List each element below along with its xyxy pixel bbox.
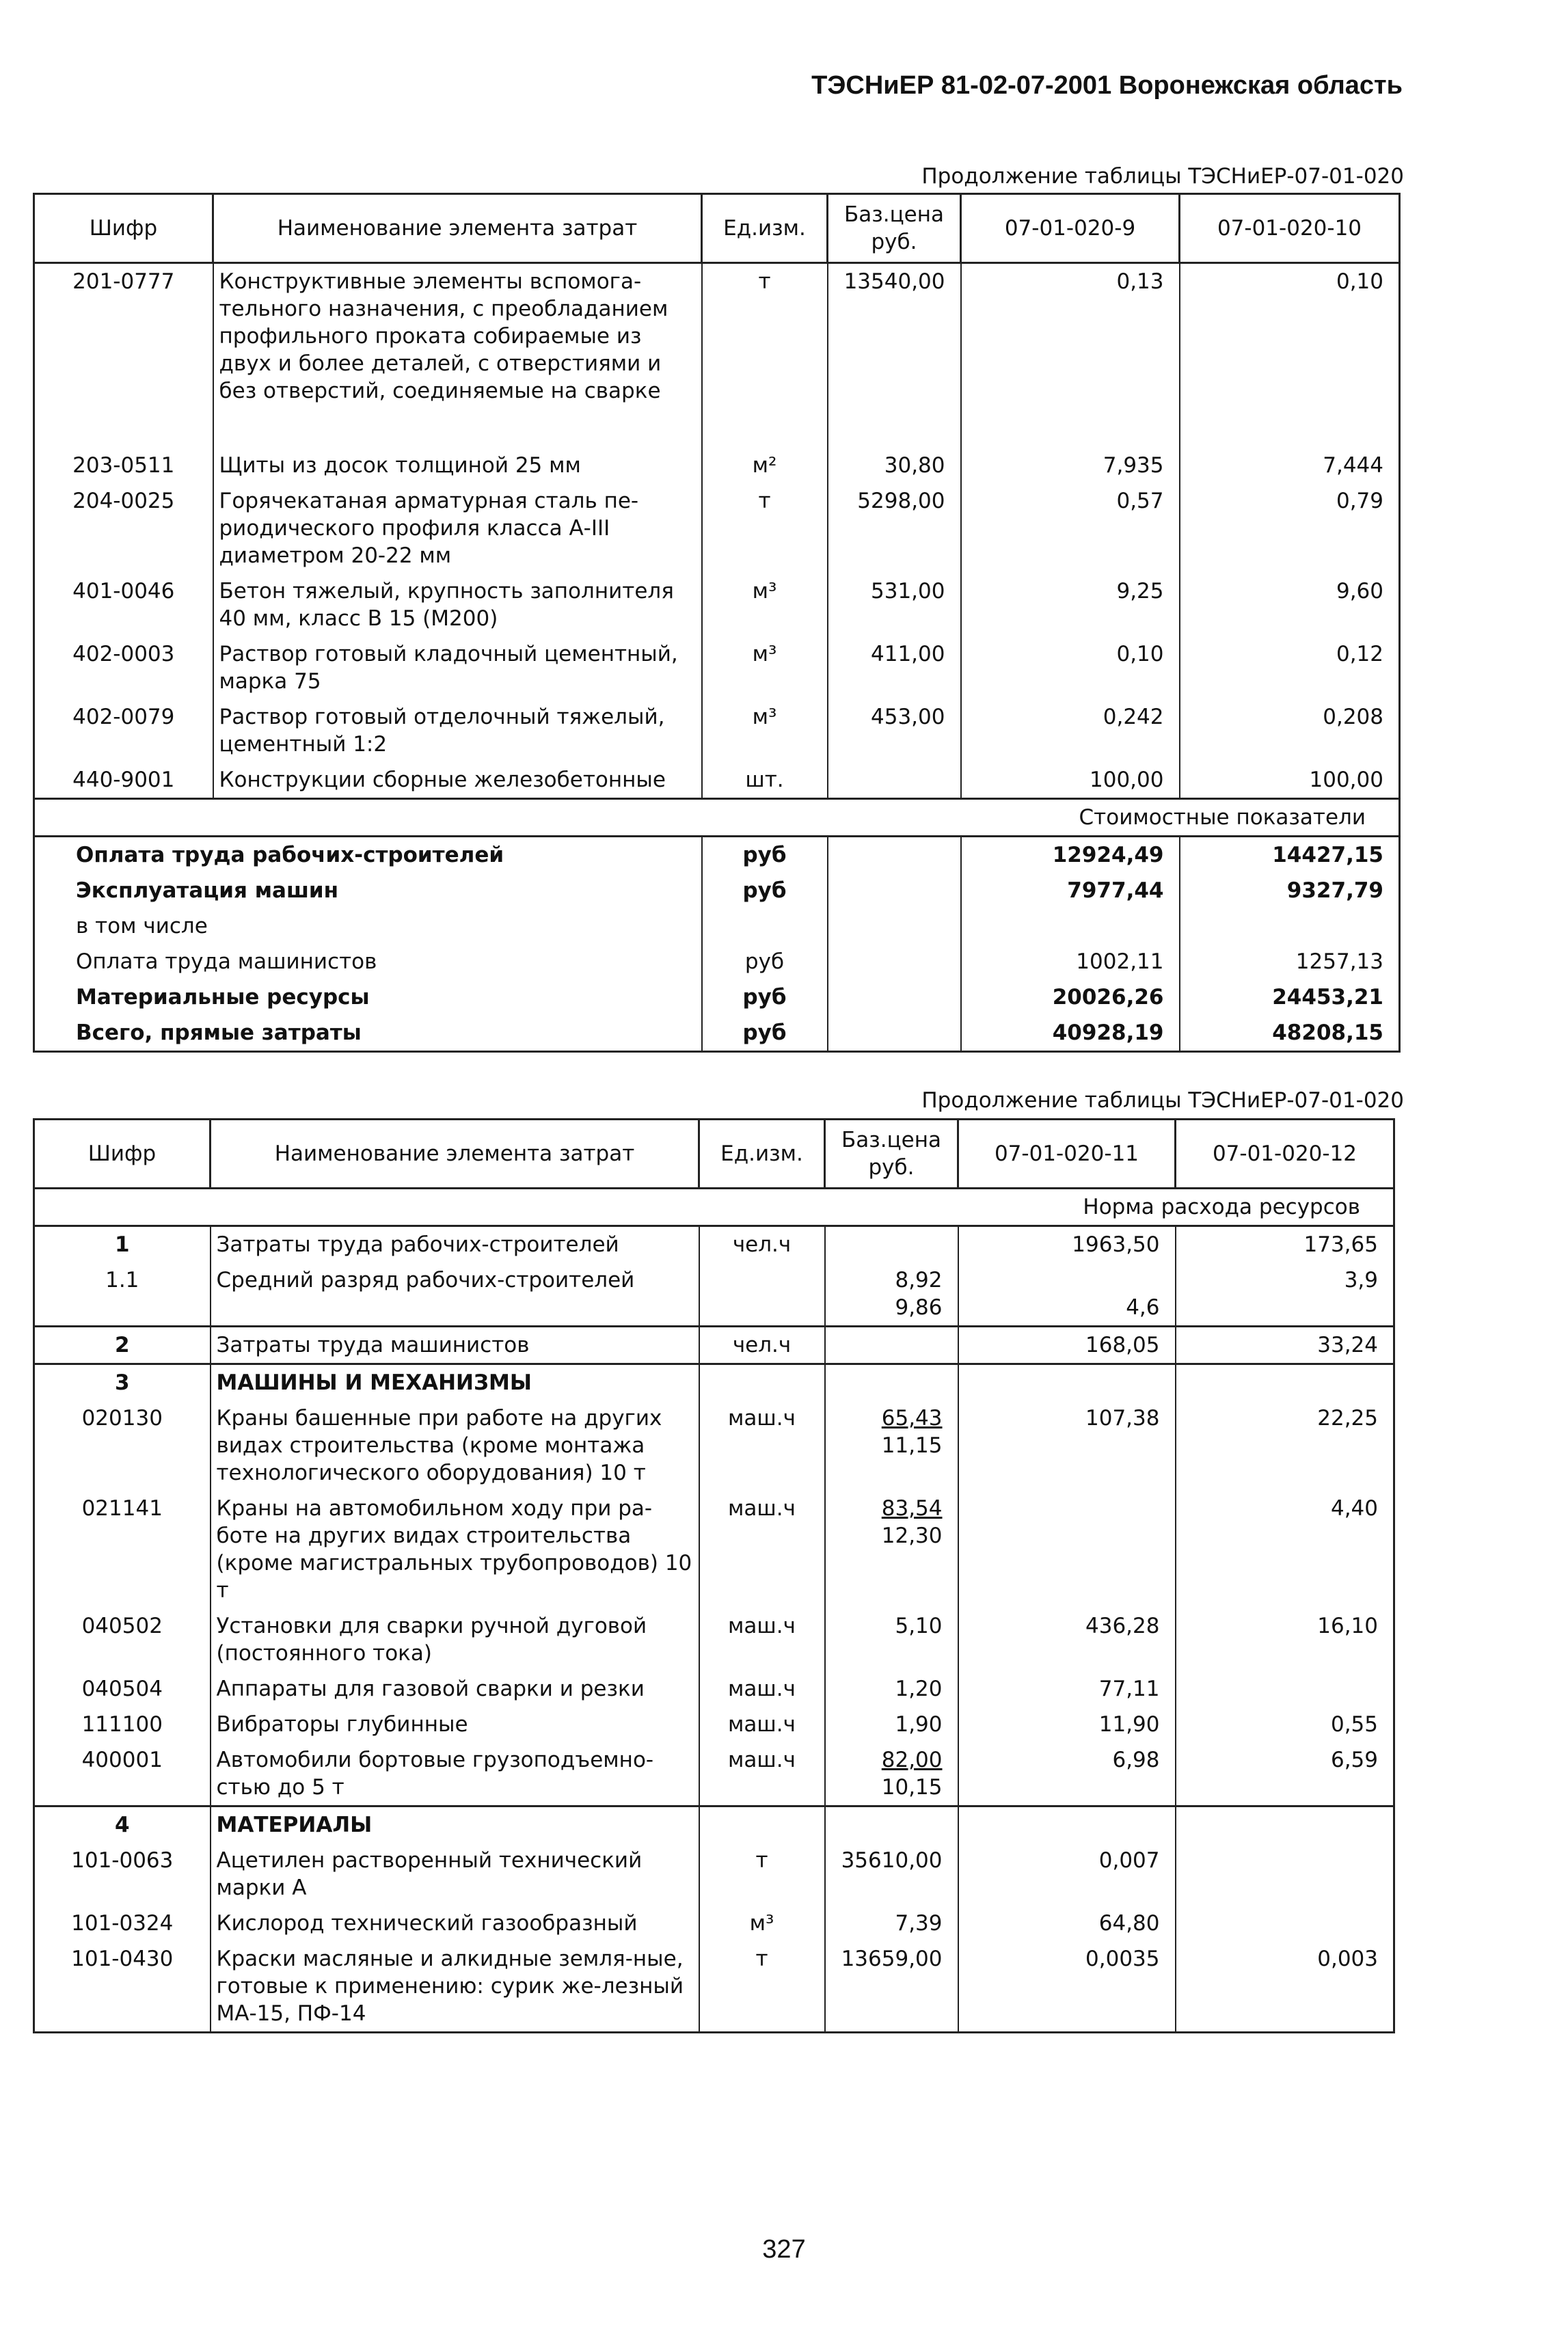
table-row	[34, 1400, 1394, 1491]
cell-v1: 107,38	[958, 1400, 1176, 1491]
cost-v1: 20026,26	[961, 979, 1180, 1015]
section-row	[34, 1364, 1394, 1401]
price-bottom: 12,30	[881, 1524, 943, 1548]
cell-v2: 22,25	[1176, 1400, 1394, 1491]
cell-code: 1.1	[105, 1268, 139, 1292]
table-row	[34, 1491, 1394, 1608]
cost-row	[34, 873, 1400, 908]
cost-v2: 9327,79	[1180, 873, 1400, 908]
cell-unit: т	[702, 263, 828, 448]
cell-unit: т	[702, 483, 828, 573]
cell-v2	[1176, 1671, 1394, 1707]
table-row	[34, 1941, 1394, 2033]
v1-value: 4,6	[1126, 1295, 1160, 1320]
cell-v2	[1176, 1843, 1394, 1906]
cell-v2: 0,55	[1176, 1707, 1394, 1742]
price-top: 83,54	[881, 1496, 943, 1521]
cost-label: Материальные ресурсы	[76, 984, 370, 1010]
col-header-price: Баз.цена руб.	[825, 1120, 958, 1189]
cell-v1: 0,0035	[958, 1941, 1176, 2033]
cell-unit: маш.ч	[699, 1491, 825, 1608]
cell-price	[828, 762, 961, 799]
table-row	[34, 1608, 1394, 1671]
cell-code: 400001	[81, 1748, 163, 1772]
cell-name: Конструкции сборные железобетонные	[213, 762, 702, 799]
cost-unit: руб	[702, 944, 828, 979]
cell-v1: 436,28	[958, 1608, 1176, 1671]
table-row	[34, 1906, 1394, 1941]
cell-v2: 100,00	[1180, 762, 1400, 799]
price-bottom: 11,15	[881, 1433, 943, 1458]
cost-v1: 7977,44	[961, 873, 1180, 908]
empty-cell	[1176, 1364, 1394, 1401]
cell-v2: 7,444	[1180, 448, 1400, 483]
cell-code: 2	[34, 1327, 211, 1364]
table-row	[34, 1327, 1394, 1364]
col-header-unit: Ед.изм.	[702, 194, 828, 263]
empty-cell	[825, 1364, 958, 1401]
norm-header-label: Норма расхода ресурсов	[34, 1189, 1394, 1226]
col-header-v1: 07-01-020-9	[961, 194, 1180, 263]
cost-price-empty	[828, 944, 961, 979]
cell-price: 7,39	[825, 1906, 958, 1941]
cell-price: 13540,00	[828, 263, 961, 448]
cost-row	[34, 1015, 1400, 1052]
cell-code: 201-0777	[72, 269, 175, 294]
cell-unit: маш.ч	[699, 1608, 825, 1671]
cell-v1: 6,98	[958, 1742, 1176, 1806]
cell-price	[825, 1327, 958, 1364]
col-header-name: Наименование элемента затрат	[211, 1120, 699, 1189]
cost-price-empty	[828, 1015, 961, 1052]
cell-code: 203-0511	[72, 452, 175, 478]
cell-v1: 100,00	[961, 762, 1180, 799]
cost-label: Всего, прямые затраты	[76, 1020, 362, 1045]
cell-price: 5,10	[825, 1608, 958, 1671]
cost-row	[34, 979, 1400, 1015]
col-header-v1: 07-01-020-11	[958, 1120, 1176, 1189]
cell-price: 453,00	[828, 699, 961, 762]
cost-v1: 1002,11	[961, 944, 1180, 979]
cell-unit-empty	[699, 1262, 825, 1327]
cost-row	[34, 836, 1400, 873]
col-header-code: Шифр	[34, 1120, 211, 1189]
cell-v2: 0,208	[1180, 699, 1400, 762]
cell-v1: 0,242	[961, 699, 1180, 762]
table-row	[34, 1707, 1394, 1742]
cell-name: Вибраторы глубинные	[211, 1707, 699, 1742]
table-row	[34, 1671, 1394, 1707]
cell-name: Краны на автомобильном ходу при ра-боте на других видах строительства (кроме магистральных трубопроводов) 10 т	[211, 1491, 699, 1608]
cell-v2	[1176, 1906, 1394, 1941]
cell-v1: 9,25	[961, 573, 1180, 636]
cost-price-empty	[828, 979, 961, 1015]
empty-cell	[1176, 1806, 1394, 1843]
cost-unit: руб	[702, 979, 828, 1015]
cost-v1: 40928,19	[961, 1015, 1180, 1052]
cost-v2	[1180, 908, 1400, 944]
cell-unit: шт.	[702, 762, 828, 799]
table1	[33, 193, 1401, 1053]
cell-price: 531,00	[828, 573, 961, 636]
cell-v2: 0,12	[1180, 636, 1400, 699]
cell-price	[825, 1742, 958, 1806]
cell-v1	[958, 1262, 1176, 1327]
price-b: 9,86	[895, 1295, 943, 1320]
table1-header-row	[34, 194, 1400, 263]
cell-unit: маш.ч	[699, 1671, 825, 1707]
cell-v1: 0,10	[961, 636, 1180, 699]
cell-code: 101-0430	[71, 1947, 174, 1971]
cell-name: Затраты труда рабочих-строителей	[211, 1226, 699, 1263]
cell-v1: 77,11	[958, 1671, 1176, 1707]
cell-v2: 3,9	[1176, 1262, 1394, 1327]
cell-price	[825, 1491, 958, 1608]
cell-name: Автомобили бортовые грузоподъемно-стью до 5 т	[211, 1742, 699, 1806]
cell-unit: м³	[699, 1906, 825, 1941]
cell-name: Установки для сварки ручной дуговой (постоянного тока)	[211, 1608, 699, 1671]
cell-name: Раствор готовый отделочный тяжелый, цементный 1:2	[213, 699, 702, 762]
cell-name: Затраты труда машинистов	[211, 1327, 699, 1364]
cell-code: 402-0079	[72, 704, 175, 729]
cost-row	[34, 944, 1400, 979]
col-header-v2: 07-01-020-10	[1180, 194, 1400, 263]
table-row	[34, 1262, 1394, 1327]
table-row	[34, 1742, 1394, 1806]
empty-cell	[958, 1364, 1176, 1401]
table-row	[34, 636, 1400, 699]
cell-name: Аппараты для газовой сварки и резки	[211, 1671, 699, 1707]
cell-unit: маш.ч	[699, 1742, 825, 1806]
empty-cell	[958, 1806, 1176, 1843]
cell-v1: 11,90	[958, 1707, 1176, 1742]
cell-price	[825, 1400, 958, 1491]
cell-v1: 1963,50	[958, 1226, 1176, 1263]
page-header-title: ТЭСНиЕР 81-02-07-2001 Воронежская область	[811, 71, 1403, 100]
table1-continuation-caption: Продолжение таблицы ТЭСНиЕР-07-01-020	[921, 164, 1404, 189]
cost-label: Оплата труда машинистов	[76, 949, 377, 974]
cell-v2: 16,10	[1176, 1608, 1394, 1671]
cell-v1: 64,80	[958, 1906, 1176, 1941]
cost-v1	[961, 908, 1180, 944]
cell-unit: т	[699, 1843, 825, 1906]
cell-v1: 0,007	[958, 1843, 1176, 1906]
page-number: 327	[762, 2235, 806, 2264]
cell-price: 35610,00	[825, 1843, 958, 1906]
cell-v1: 0,57	[961, 483, 1180, 573]
cell-name: Краски масляные и алкидные земля-ные, готовые к применению: сурик же-лезный МА-15, ПФ-14	[211, 1941, 699, 2033]
cell-name: Конструктивные элементы вспомога-тельного назначения, с преобладанием профильного проката собираемые из двух и более деталей, с отверстиями и без отверстий, соединяемые на сварке	[213, 263, 702, 448]
cell-v2: 9,60	[1180, 573, 1400, 636]
cost-v1: 12924,49	[961, 836, 1180, 873]
table-row	[34, 263, 1400, 448]
table2	[33, 1118, 1395, 2033]
cell-code: 021141	[81, 1496, 163, 1521]
norm-section-header	[34, 1189, 1394, 1226]
cell-code: 1	[114, 1232, 130, 1257]
cost-section-header	[34, 798, 1400, 836]
cell-v2: 0,10	[1180, 263, 1400, 448]
section-code: 3	[34, 1364, 211, 1401]
cost-price-empty	[828, 873, 961, 908]
section-row	[34, 1806, 1394, 1843]
cell-unit: м³	[702, 636, 828, 699]
cell-name: Кислород технический газообразный	[211, 1906, 699, 1941]
col-header-v2: 07-01-020-12	[1176, 1120, 1394, 1189]
cell-unit: маш.ч	[699, 1400, 825, 1491]
cell-code: 111100	[81, 1712, 163, 1737]
cost-label: в том числе	[76, 913, 208, 938]
table-row	[34, 762, 1400, 799]
cell-price: 1,20	[825, 1671, 958, 1707]
empty-cell	[825, 1806, 958, 1843]
cell-code: 040504	[81, 1677, 163, 1701]
col-header-unit: Ед.изм.	[699, 1120, 825, 1189]
cost-unit: руб	[702, 873, 828, 908]
cell-price	[825, 1262, 958, 1327]
cell-name: Щиты из досок толщиной 25 мм	[213, 448, 702, 483]
cell-name: Раствор готовый кладочный цементный, марка 75	[213, 636, 702, 699]
cell-v1	[958, 1491, 1176, 1608]
cell-price: 1,90	[825, 1707, 958, 1742]
col-header-price: Баз.цена руб.	[828, 194, 961, 263]
table-row	[34, 1226, 1394, 1263]
cell-v1: 0,13	[961, 263, 1180, 448]
cell-unit: чел.ч	[699, 1226, 825, 1263]
cell-v2: 0,003	[1176, 1941, 1394, 2033]
col-header-name: Наименование элемента затрат	[213, 194, 702, 263]
price-bottom: 10,15	[881, 1775, 943, 1800]
table-row	[34, 573, 1400, 636]
cell-code: 020130	[81, 1406, 163, 1431]
cell-price: 411,00	[828, 636, 961, 699]
cell-code: 402-0003	[72, 641, 175, 666]
table-row	[34, 699, 1400, 762]
cell-v2: 4,40	[1176, 1491, 1394, 1608]
cell-code: 101-0324	[71, 1911, 174, 1936]
cell-code: 204-0025	[72, 488, 175, 513]
cell-v2: 33,24	[1176, 1327, 1394, 1364]
cell-code: 440-9001	[72, 767, 175, 792]
cost-unit: руб	[702, 836, 828, 873]
cell-name: Бетон тяжелый, крупность заполнителя 40 мм, класс В 15 (М200)	[213, 573, 702, 636]
cost-row	[34, 908, 1400, 944]
section-code: 4	[34, 1806, 211, 1843]
table-row	[34, 483, 1400, 573]
cell-code: 101-0063	[71, 1848, 174, 1873]
cost-label: Оплата труда рабочих-строителей	[76, 842, 504, 867]
cell-unit: м³	[702, 573, 828, 636]
empty-cell	[699, 1806, 825, 1843]
table2-header-row	[34, 1120, 1394, 1189]
cell-unit: маш.ч	[699, 1707, 825, 1742]
cost-v2: 48208,15	[1180, 1015, 1400, 1052]
cell-v2: 173,65	[1176, 1226, 1394, 1263]
price-top: 65,43	[881, 1406, 943, 1431]
col-header-code: Шифр	[34, 194, 213, 263]
table2-continuation-caption: Продолжение таблицы ТЭСНиЕР-07-01-020	[921, 1088, 1404, 1113]
cell-name: Краны башенные при работе на других видах строительства (кроме монтажа технологического оборудования) 10 т	[211, 1400, 699, 1491]
cell-name: Средний разряд рабочих-строителей	[211, 1262, 699, 1327]
cell-price	[825, 1226, 958, 1263]
cell-unit: т	[699, 1941, 825, 2033]
cell-code: 040502	[81, 1614, 163, 1638]
cost-v2: 14427,15	[1180, 836, 1400, 873]
cost-unit: руб	[702, 1015, 828, 1052]
cell-v1: 168,05	[958, 1327, 1176, 1364]
cell-price: 30,80	[828, 448, 961, 483]
cell-code: 401-0046	[72, 578, 175, 604]
cost-price-empty	[828, 908, 961, 944]
price-a: 8,92	[895, 1268, 943, 1292]
cell-v2: 6,59	[1176, 1742, 1394, 1806]
cost-price-empty	[828, 836, 961, 873]
cell-unit: м²	[702, 448, 828, 483]
cell-unit: чел.ч	[699, 1327, 825, 1364]
cell-unit: м³	[702, 699, 828, 762]
section-title: МАТЕРИАЛЫ	[211, 1806, 699, 1843]
cost-v2: 1257,13	[1180, 944, 1400, 979]
cell-v2: 0,79	[1180, 483, 1400, 573]
cell-name: Ацетилен растворенный технический марки А	[211, 1843, 699, 1906]
section-title: МАШИНЫ И МЕХАНИЗМЫ	[211, 1364, 699, 1401]
price-top: 82,00	[881, 1748, 943, 1772]
cell-price: 13659,00	[825, 1941, 958, 2033]
empty-cell	[699, 1364, 825, 1401]
cell-v1: 7,935	[961, 448, 1180, 483]
cost-v2: 24453,21	[1180, 979, 1400, 1015]
cost-unit	[702, 908, 828, 944]
cell-name: Горячекатаная арматурная сталь пе-риодического профиля класса А-III диаметром 20-22 мм	[213, 483, 702, 573]
cell-price: 5298,00	[828, 483, 961, 573]
table-row	[34, 448, 1400, 483]
table-row	[34, 1843, 1394, 1906]
cost-label: Эксплуатация машин	[76, 878, 339, 903]
cost-header-label: Стоимостные показатели	[34, 798, 1400, 836]
